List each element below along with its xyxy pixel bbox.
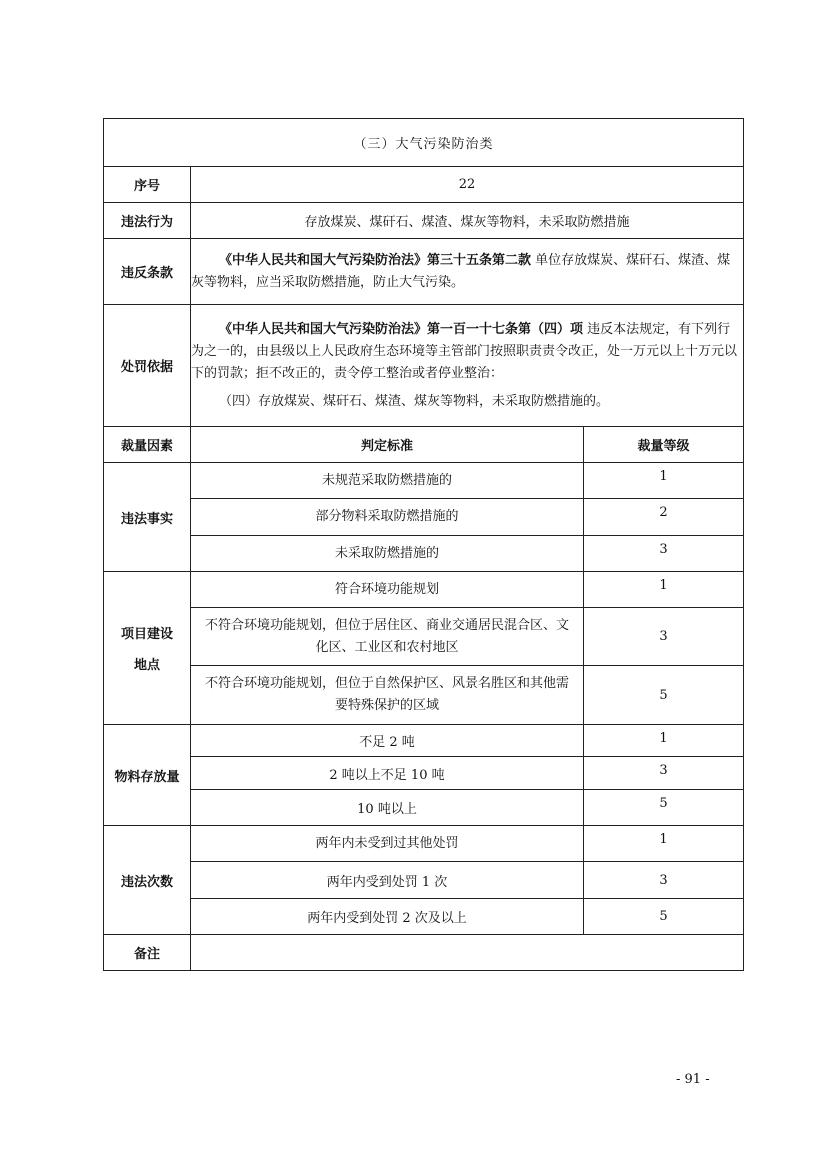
location-grade-1: 1 [584, 572, 744, 608]
location-label-line1: 项目建设 [120, 627, 173, 642]
remark-label: 备注 [104, 935, 191, 971]
seq-value: 22 [191, 167, 744, 203]
times-criteria-1: 两年内未受到过其他处罚 [191, 826, 584, 862]
times-criteria-3: 两年内受到处罚 2 次及以上 [191, 899, 584, 935]
basis-law: 《中华人民共和国大气污染防治法》第一百一十七条第（四）项 [219, 321, 584, 337]
criteria-header: 判定标准 [191, 427, 584, 463]
page-number: - 91 - [676, 1072, 710, 1087]
times-grade-3: 5 [584, 899, 744, 935]
basis-label: 处罚依据 [104, 305, 191, 427]
storage-grade-3: 5 [584, 790, 744, 826]
article-cell [191, 239, 744, 305]
facts-grade-1: 1 [584, 463, 744, 499]
basis-text: 违反本法规定，有下列行为之一的，由县级以上人民政府生态环境等主管部门按照职责责令改正，处一万元以上十万元以下的罚款；拒不改正的，责令停工整治或者停业整治： [191, 321, 738, 381]
times-criteria-2: 两年内受到处罚 1 次 [191, 862, 584, 899]
act-label: 违法行为 [104, 203, 191, 239]
seq-label: 序号 [104, 167, 191, 203]
storage-label: 物料存放量 [104, 725, 191, 826]
facts-criteria-3: 未采取防燃措施的 [191, 536, 584, 572]
facts-grade-2: 2 [584, 499, 744, 536]
basis-item: （四）存放煤炭、煤矸石、煤渣、煤灰等物料，未采取防燃措施的。 [219, 393, 610, 409]
article-label: 违反条款 [104, 239, 191, 305]
article-law: 《中华人民共和国大气污染防治法》第三十五条第二款 [219, 252, 532, 268]
storage-grade-2: 3 [584, 757, 744, 790]
remark-value [191, 935, 744, 971]
grade-header: 裁量等级 [584, 427, 744, 463]
location-criteria-1: 符合环境功能规划 [191, 572, 584, 608]
act-value: 存放煤炭、煤矸石、煤渣、煤灰等物料，未采取防燃措施 [191, 203, 744, 239]
storage-grade-1: 1 [584, 725, 744, 757]
article-text: 单位存放煤炭、煤矸石、煤渣、煤灰等物料，应当采取防燃措施，防止大气污染。 [191, 252, 731, 290]
facts-grade-3: 3 [584, 536, 744, 572]
penalty-table [103, 118, 744, 971]
storage-criteria-1: 不足 2 吨 [191, 725, 584, 757]
table-title: （三）大气污染防治类 [104, 119, 744, 167]
times-label: 违法次数 [104, 826, 191, 935]
location-criteria-3: 不符合环境功能规划，但位于自然保护区、风景名胜区和其他需要特殊保护的区域 [191, 666, 584, 725]
facts-criteria-1: 未规范采取防燃措施的 [191, 463, 584, 499]
basis-cell [191, 305, 744, 427]
location-grade-3: 5 [584, 666, 744, 725]
location-grade-2: 3 [584, 608, 744, 666]
facts-criteria-2: 部分物料采取防燃措施的 [191, 499, 584, 536]
location-label-line2: 地点 [133, 658, 160, 673]
location-label [104, 572, 191, 725]
times-grade-2: 3 [584, 862, 744, 899]
factor-label: 裁量因素 [104, 427, 191, 463]
facts-label: 违法事实 [104, 463, 191, 572]
location-criteria-2: 不符合环境功能规划，但位于居住区、商业交通居民混合区、文化区、工业区和农村地区 [191, 608, 584, 666]
storage-criteria-3: 10 吨以上 [191, 790, 584, 826]
times-grade-1: 1 [584, 826, 744, 862]
storage-criteria-2: 2 吨以上不足 10 吨 [191, 757, 584, 790]
